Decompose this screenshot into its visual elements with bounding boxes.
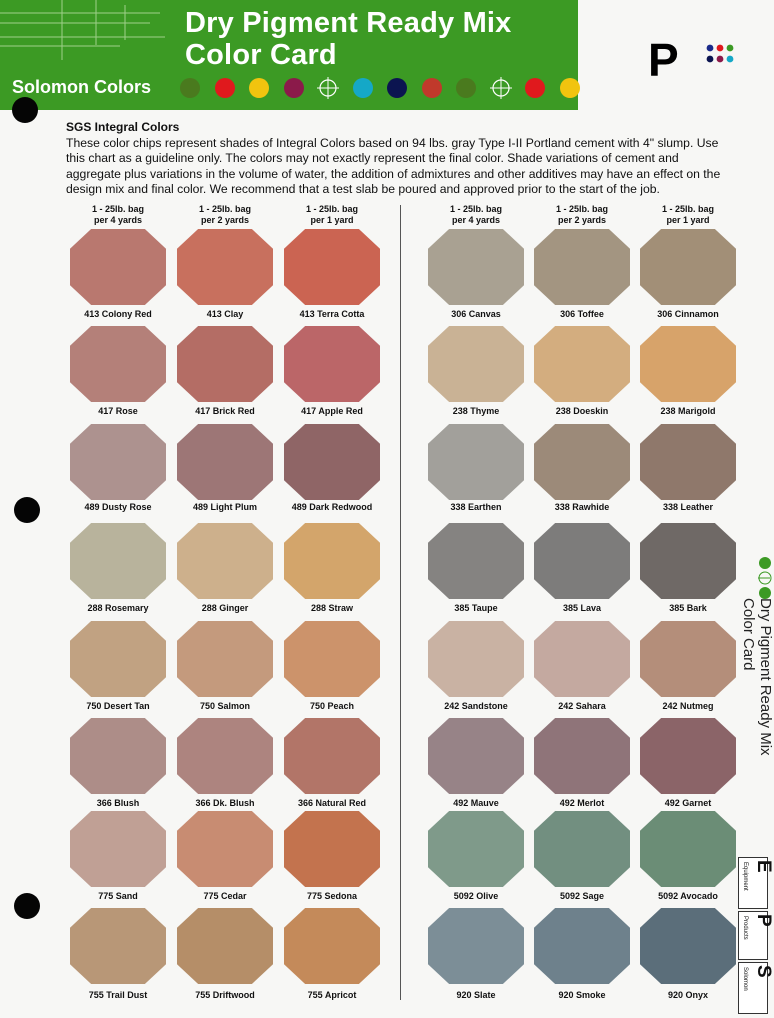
color-chip-label: 492 Mauve <box>453 798 499 808</box>
color-chip <box>177 326 273 402</box>
column-header-right-3: 1 - 25lb. bag per 1 yard <box>661 204 714 225</box>
color-chip <box>284 908 380 984</box>
sidebar-tab-products <box>738 911 774 960</box>
color-chip <box>177 229 273 305</box>
color-chip-label: 775 Sedona <box>306 891 358 901</box>
color-chip-label: 306 Canvas <box>451 309 501 319</box>
color-chip-label: 755 Driftwood <box>195 990 255 1000</box>
binder-hole <box>14 497 40 523</box>
color-dot <box>284 78 304 98</box>
column-header-right-2: 1 - 25lb. bag per 2 yards <box>555 204 608 225</box>
color-chip <box>640 523 736 599</box>
color-chip-label: 338 Earthen <box>450 502 502 512</box>
color-chip-label: 288 Ginger <box>201 603 249 613</box>
sidebar-dots-icon <box>756 556 770 600</box>
sidebar-tab-label: Solomon <box>742 967 748 991</box>
color-chip <box>284 326 380 402</box>
color-chip <box>640 424 736 500</box>
color-chip-label: 920 Slate <box>456 990 496 1000</box>
color-chip-label: 492 Garnet <box>664 798 712 808</box>
color-chip-label: 242 Sandstone <box>444 701 508 711</box>
color-chip-label: 750 Peach <box>309 701 355 711</box>
color-chip-label: 413 Colony Red <box>84 309 152 319</box>
color-chip-label: 242 Sahara <box>558 701 606 711</box>
color-chip <box>534 811 630 887</box>
color-chip <box>640 621 736 697</box>
color-chip-label: 338 Leather <box>662 502 714 512</box>
crosshair-icon <box>317 77 339 99</box>
color-chip <box>284 718 380 794</box>
color-dot <box>422 78 442 98</box>
color-dot <box>456 78 476 98</box>
color-chip-label: 5092 Olive <box>453 891 499 901</box>
sidebar-tab-letter: E <box>753 860 774 873</box>
color-chip <box>70 908 166 984</box>
color-chip-label: 755 Apricot <box>307 990 357 1000</box>
color-chip <box>284 523 380 599</box>
color-chip-label: 489 Dusty Rose <box>84 502 152 512</box>
color-chip <box>428 621 524 697</box>
color-chip-label: 288 Rosemary <box>87 603 149 613</box>
color-chip-label: 306 Cinnamon <box>657 309 719 319</box>
page-title <box>185 7 512 71</box>
color-dot <box>215 78 235 98</box>
color-chip <box>177 523 273 599</box>
color-chip-label: 238 Marigold <box>660 406 716 416</box>
color-chip-label: 492 Merlot <box>559 798 605 808</box>
sidebar-title <box>740 598 774 756</box>
intro-body: These color chips represent shades of Integral Colors based on 94 lbs. gray Type I-II Portland cement with 4" slump. Use this chart as a guideline only. The colors may not exactly represent the final color. Shade variations of cement and aggregate plus variations in the volume of water, the addition of admixtures and other additives may have an effect on the design mix and final color. We recommend that a test slab be poured and approved prior to the start of the job. <box>66 135 721 196</box>
color-chip-label: 920 Onyx <box>667 990 709 1000</box>
color-chip-label: 385 Taupe <box>454 603 498 613</box>
color-chip-label: 750 Salmon <box>199 701 251 711</box>
color-chip <box>534 424 630 500</box>
sidebar-tab-letter: S <box>753 965 774 978</box>
color-chip <box>534 523 630 599</box>
color-chip-label: 755 Trail Dust <box>88 990 148 1000</box>
color-chip <box>70 621 166 697</box>
color-chip <box>428 718 524 794</box>
decorative-lines <box>0 0 170 70</box>
color-chip <box>640 326 736 402</box>
color-chip <box>640 718 736 794</box>
sidebar-tab-solomon <box>738 962 774 1014</box>
column-header-left-2: 1 - 25lb. bag per 2 yards <box>198 204 251 225</box>
color-chip <box>284 229 380 305</box>
color-chip-label: 288 Straw <box>310 603 354 613</box>
color-chip-label: 417 Brick Red <box>195 406 255 416</box>
color-chip <box>428 908 524 984</box>
logo-dot <box>727 56 734 63</box>
column-header-left-3: 1 - 25lb. bag per 1 yard <box>305 204 358 225</box>
color-chip-label: 489 Light Plum <box>192 502 257 512</box>
color-chip <box>428 326 524 402</box>
color-chip-label: 242 Nutmeg <box>662 701 714 711</box>
color-chip <box>428 229 524 305</box>
color-chip <box>428 811 524 887</box>
color-chip <box>284 621 380 697</box>
crosshair-icon <box>490 77 512 99</box>
color-chip <box>534 326 630 402</box>
color-chip-label: 366 Blush <box>96 798 140 808</box>
color-dot <box>249 78 269 98</box>
color-chip-label: 413 Clay <box>206 309 244 319</box>
color-chip <box>70 811 166 887</box>
sidebar-title-line-1: Dry Pigment Ready Mix <box>757 598 774 756</box>
color-chip <box>70 424 166 500</box>
color-chip-label: 306 Toffee <box>560 309 604 319</box>
color-chip-label: 385 Bark <box>669 603 707 613</box>
color-chip <box>177 718 273 794</box>
color-dot <box>387 78 407 98</box>
color-chip <box>534 621 630 697</box>
logo-dot <box>717 45 724 52</box>
sidebar-tab-letter: P <box>753 914 774 927</box>
color-dot <box>525 78 545 98</box>
color-chip <box>640 229 736 305</box>
color-chip <box>177 811 273 887</box>
color-chip <box>177 621 273 697</box>
color-chip-label: 920 Smoke <box>558 990 606 1000</box>
title-line-1: Dry Pigment Ready Mix <box>185 7 512 39</box>
sidebar-tab-equipment <box>738 857 774 909</box>
color-chip <box>70 326 166 402</box>
sidebar-title-line-2: Color Card <box>740 598 757 671</box>
binder-hole <box>12 97 38 123</box>
color-chip-label: 238 Doeskin <box>555 406 609 416</box>
color-chip <box>534 718 630 794</box>
sidebar-tab-label: Products <box>742 916 748 940</box>
color-chip <box>640 811 736 887</box>
color-dot <box>180 78 200 98</box>
logo-dot <box>707 56 714 63</box>
color-chip-label: 775 Sand <box>98 891 138 901</box>
sidebar-tab-label: Equipment <box>742 862 748 891</box>
color-chip <box>284 424 380 500</box>
color-chip-label: 338 Rawhide <box>554 502 610 512</box>
color-chip-label: 417 Rose <box>98 406 138 416</box>
color-chip-label: 5092 Avocado <box>658 891 718 901</box>
color-chip <box>177 908 273 984</box>
section-heading: SGS Integral Colors <box>66 120 180 134</box>
logo-dot <box>727 45 734 52</box>
brand-name: Solomon Colors <box>12 77 151 97</box>
binder-hole <box>14 893 40 919</box>
color-chip-label: 417 Apple Red <box>301 406 363 416</box>
color-chip <box>534 908 630 984</box>
color-chip <box>70 523 166 599</box>
column-divider <box>400 205 401 1000</box>
color-chip-label: 366 Natural Red <box>297 798 367 808</box>
color-dot <box>560 78 580 98</box>
color-chip-label: 750 Desert Tan <box>86 701 150 711</box>
column-header-left-1: 1 - 25lb. bag per 4 yards <box>91 204 144 225</box>
column-header-right-1: 1 - 25lb. bag per 4 yards <box>449 204 502 225</box>
color-chip <box>428 424 524 500</box>
color-chip-label: 775 Cedar <box>203 891 247 901</box>
intro-text <box>66 120 726 198</box>
color-chip <box>284 811 380 887</box>
logo-letter: P <box>648 34 679 86</box>
color-chip <box>177 424 273 500</box>
color-chip-label: 489 Dark Redwood <box>291 502 373 512</box>
color-chip <box>428 523 524 599</box>
color-chip-label: 413 Terra Cotta <box>299 309 365 319</box>
color-chip-label: 366 Dk. Blush <box>195 798 255 808</box>
color-chip-label: 385 Lava <box>562 603 602 613</box>
logo-dot <box>707 45 714 52</box>
color-chip <box>70 229 166 305</box>
color-chip-label: 238 Thyme <box>452 406 500 416</box>
color-chip <box>640 908 736 984</box>
title-line-2: Color Card <box>185 39 337 71</box>
p-logo-icon <box>648 34 743 86</box>
color-chip-label: 5092 Sage <box>559 891 605 901</box>
color-chip <box>70 718 166 794</box>
logo-dot <box>717 56 724 63</box>
color-dot <box>353 78 373 98</box>
color-chip <box>534 229 630 305</box>
